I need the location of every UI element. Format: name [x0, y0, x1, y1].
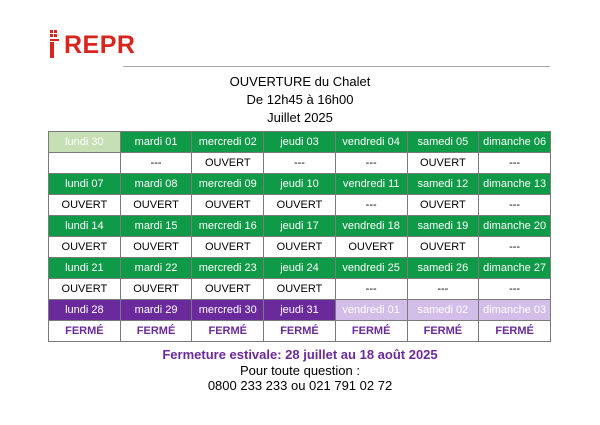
day-label-row: [49, 132, 551, 153]
day-label-row: [49, 258, 551, 279]
day-label-cell: mardi 08: [120, 174, 192, 195]
status-cell: OUVERT: [49, 279, 121, 300]
day-label-cell: mardi 29: [120, 300, 192, 321]
status-cell: ---: [335, 279, 407, 300]
day-label-cell: samedi 05: [407, 132, 479, 153]
day-label-cell: vendredi 04: [335, 132, 407, 153]
status-cell: OUVERT: [120, 279, 192, 300]
status-cell: FERMÉ: [335, 321, 407, 342]
day-label-cell: dimanche 03: [479, 300, 551, 321]
status-cell: FERMÉ: [192, 321, 264, 342]
status-cell: OUVERT: [407, 195, 479, 216]
status-cell: OUVERT: [192, 237, 264, 258]
day-label-cell: lundi 21: [49, 258, 121, 279]
contact-prompt: Pour toute question :: [240, 363, 360, 378]
status-cell: OUVERT: [407, 237, 479, 258]
day-label-cell: lundi 07: [49, 174, 121, 195]
day-label-cell: mercredi 30: [192, 300, 264, 321]
month-label: Juillet 2025: [267, 110, 333, 125]
status-cell: FERMÉ: [407, 321, 479, 342]
day-label-cell: jeudi 31: [264, 300, 336, 321]
status-cell: FERMÉ: [120, 321, 192, 342]
day-label-cell: lundi 14: [49, 216, 121, 237]
status-row: [49, 237, 551, 258]
day-label-cell: dimanche 20: [479, 216, 551, 237]
status-row: [49, 321, 551, 342]
day-label-cell: samedi 12: [407, 174, 479, 195]
day-label-cell: samedi 26: [407, 258, 479, 279]
day-label-cell: jeudi 10: [264, 174, 336, 195]
contact-phone: 0800 233 233 ou 021 791 02 72: [207, 378, 393, 393]
day-label-row: [49, 174, 551, 195]
status-cell: OUVERT: [264, 195, 336, 216]
header-divider: [123, 66, 550, 67]
status-cell: ---: [335, 153, 407, 174]
document-header: [0, 73, 600, 127]
day-label-cell: lundi 28: [49, 300, 121, 321]
day-label-cell: mardi 01: [120, 132, 192, 153]
document-title: OUVERTURE du Chalet: [229, 74, 371, 89]
status-cell: OUVERT: [407, 153, 479, 174]
logo-mark-icon: [50, 30, 60, 60]
day-label-row: [49, 216, 551, 237]
status-cell: FERMÉ: [264, 321, 336, 342]
summer-closure-notice: Fermeture estivale: 28 juillet au 18 août 2025: [162, 347, 438, 362]
status-cell: FERMÉ: [479, 321, 551, 342]
opening-hours: De 12h45 à 16h00: [246, 92, 354, 107]
status-row: [49, 195, 551, 216]
day-label-cell: mardi 15: [120, 216, 192, 237]
status-cell: OUVERT: [120, 195, 192, 216]
status-cell: OUVERT: [335, 237, 407, 258]
status-cell: ---: [479, 237, 551, 258]
status-cell: OUVERT: [192, 153, 264, 174]
status-cell: ---: [479, 195, 551, 216]
day-label-cell: vendredi 25: [335, 258, 407, 279]
day-label-cell: mercredi 23: [192, 258, 264, 279]
status-cell: ---: [335, 195, 407, 216]
day-label-cell: vendredi 01: [335, 300, 407, 321]
status-cell: ---: [479, 153, 551, 174]
status-cell: OUVERT: [192, 279, 264, 300]
status-cell: ---: [120, 153, 192, 174]
day-label-cell: dimanche 13: [479, 174, 551, 195]
day-label-cell: mercredi 16: [192, 216, 264, 237]
status-cell: ---: [407, 279, 479, 300]
status-cell: OUVERT: [120, 237, 192, 258]
status-cell: OUVERT: [264, 279, 336, 300]
day-label-cell: vendredi 18: [335, 216, 407, 237]
day-label-cell: dimanche 27: [479, 258, 551, 279]
day-label-row: [49, 300, 551, 321]
day-label-cell: lundi 30: [49, 132, 121, 153]
day-label-cell: mercredi 09: [192, 174, 264, 195]
status-row: [49, 153, 551, 174]
status-cell: ---: [479, 279, 551, 300]
status-cell: OUVERT: [192, 195, 264, 216]
logo-text: REPR: [64, 31, 136, 59]
calendar-table: [48, 131, 551, 342]
day-label-cell: samedi 02: [407, 300, 479, 321]
status-cell: [49, 153, 121, 174]
status-cell: OUVERT: [49, 237, 121, 258]
status-cell: FERMÉ: [49, 321, 121, 342]
day-label-cell: mardi 22: [120, 258, 192, 279]
status-cell: ---: [264, 153, 336, 174]
day-label-cell: mercredi 02: [192, 132, 264, 153]
status-cell: OUVERT: [264, 237, 336, 258]
day-label-cell: dimanche 06: [479, 132, 551, 153]
repr-logo: [50, 30, 135, 60]
day-label-cell: vendredi 11: [335, 174, 407, 195]
status-cell: OUVERT: [49, 195, 121, 216]
day-label-cell: jeudi 24: [264, 258, 336, 279]
status-row: [49, 279, 551, 300]
day-label-cell: jeudi 03: [264, 132, 336, 153]
day-label-cell: samedi 19: [407, 216, 479, 237]
day-label-cell: jeudi 17: [264, 216, 336, 237]
